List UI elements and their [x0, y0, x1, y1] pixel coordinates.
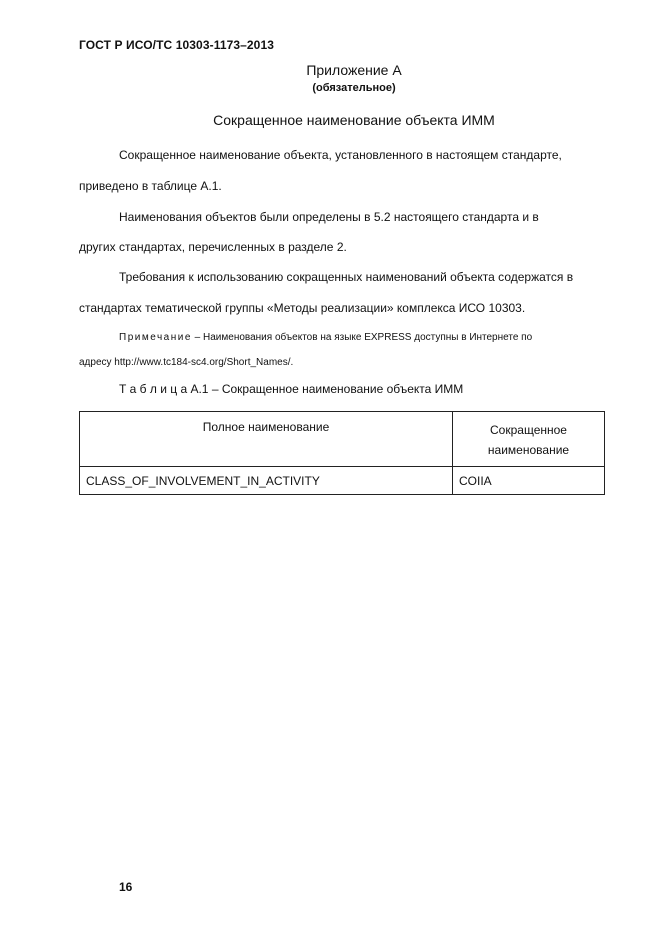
header-full-name: Полное наименование: [80, 412, 453, 467]
table-row: [80, 467, 605, 495]
header-short-name-line-2: наименование: [487, 443, 570, 457]
note-line-2: адресу http://www.tc184-sc4.org/Short_Names/.: [79, 357, 294, 368]
appendix-title: Приложение А: [306, 62, 402, 78]
paragraph-3-line-1: Требования к использованию сокращенных наименований объекта содержатся в: [119, 270, 574, 284]
abbreviation-table: [79, 411, 605, 495]
note-line-1: [119, 332, 532, 343]
appendix-subtitle: (обязательное): [312, 82, 396, 94]
page-number: 16: [119, 880, 133, 894]
paragraph-1-line-1: Сокращенное наименование объекта, установленного в настоящем стандарте,: [119, 148, 562, 162]
header-short-name-line-1: Сокращенное: [490, 423, 567, 437]
paragraph-2-line-1: Наименования объектов были определены в 5.2 настоящего стандарта и в: [119, 210, 539, 224]
section-title: Сокращенное наименование объекта ИММ: [213, 112, 495, 128]
note-label: Примечание: [119, 332, 192, 343]
header-short-name: [453, 412, 605, 467]
cell-short-name: COIIA: [453, 467, 605, 495]
paragraph-1-line-2: приведено в таблице А.1.: [79, 179, 222, 193]
paragraph-3-line-2: стандартах тематической группы «Методы реализации» комплекса ИСО 10303.: [79, 301, 526, 315]
paragraph-2-line-2: других стандартах, перечисленных в разделе 2.: [79, 240, 347, 254]
document-header: ГОСТ Р ИСО/ТС 10303-1173–2013: [79, 38, 275, 52]
cell-full-name: CLASS_OF_INVOLVEMENT_IN_ACTIVITY: [80, 467, 453, 495]
table-header-row: [80, 412, 605, 467]
table-caption: Т а б л и ц а А.1 – Сокращенное наименование объекта ИММ: [119, 382, 464, 396]
note-text: – Наименования объектов на языке EXPRESS доступны в Интернете по: [191, 332, 533, 343]
